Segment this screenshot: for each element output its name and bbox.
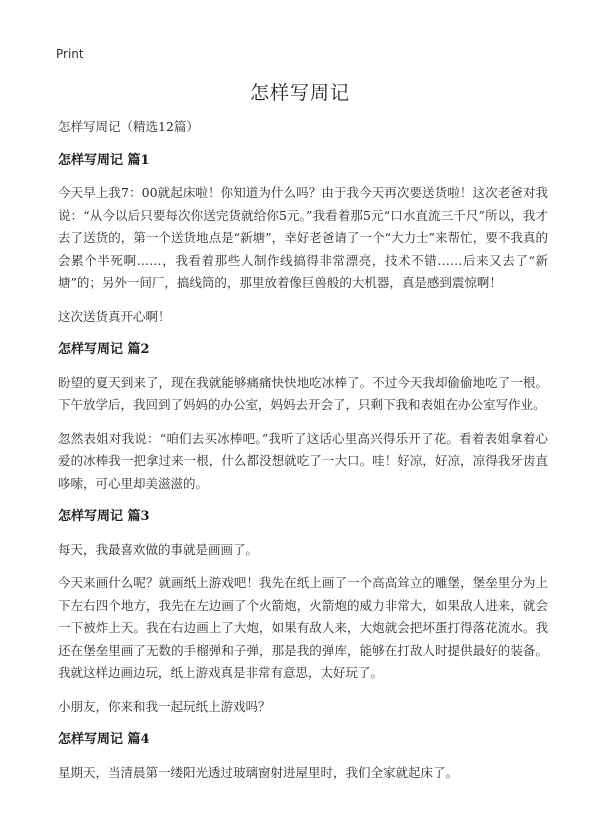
section-1 xyxy=(58,150,548,329)
section-heading: 怎样写周记 篇1 xyxy=(58,152,150,168)
paragraph: 小朋友，你来和我一起玩纸上游戏吗？ xyxy=(58,698,271,714)
paragraph: 今天来画什么呢？就画纸上游戏吧！我先在纸上画了一个高高耸立的雕堡，堡垒里分为上下左右四个地方，我先在左边画了个火箭炮，火箭炮的威力非常大，如果敌人进来，就会一下被炸上天。我在右边画上了大炮，如果有敌人来，大炮就会把坏蛋打得落花流水。我还在堡垒里画了无数的手榴弹和子弹，那是我的弹库，能够在打敌人时提供最好的装备。我就这样边画边玩，纸上游戏真是非常有意思，太好玩了。 xyxy=(58,575,548,680)
section-heading: 怎样写周记 篇4 xyxy=(58,732,150,747)
section-heading: 怎样写周记 篇2 xyxy=(58,342,150,357)
print-link[interactable]: Print xyxy=(56,47,84,61)
paragraph: 每天，我最喜欢做的事就是画画了。 xyxy=(58,541,259,557)
section-2 xyxy=(58,339,548,495)
paragraph: 星期天，当清晨第一缕阳光透过玻璃窗射进屋里时，我们全家就起床了。 xyxy=(58,764,459,780)
document-title: 怎样写周记 xyxy=(249,82,350,104)
paragraph: 忽然表姐对我说：“咱们去买冰棒吧。”我听了这话心里高兴得乐开了花。看着表姐拿着心爱的冰棒我一把拿过来一根，什么都没想就吃了一大口。哇！好凉，好凉，凉得我牙齿直哆嗦，可心里却美滋滋的。 xyxy=(58,430,548,491)
paragraph: 这次送货真开心啊！ xyxy=(58,308,171,324)
document-body xyxy=(58,116,548,795)
paragraph: 今天早上我7：00就起床啦！你知道为什么吗？由于我今天再次要送货啦！这次老爸对我说：“从今以后只要每次你送完货就给你5元。”我看着那5元“口水直流三千尺”所以，我才去了送货的，第一个送货地点是“新塘”，幸好老爸请了一个“大力士”来帮忙，要不我真的会累个半死啊……，我看着那些人制作线搞得非常漂亮，技术不错……后来又去了“新塘”的；另外一间厂，搞线筒的，那里放着像巨兽般的大机器，真是感到震惊啊！ xyxy=(58,185,548,290)
document-subtitle: 怎样写周记（精选12篇） xyxy=(58,119,199,134)
section-heading: 怎样写周记 篇3 xyxy=(58,509,150,524)
paragraph: 盼望的夏天到来了，现在我就能够痛痛快快地吃冰棒了。不过今天我却偷偷地吃了一根。下午放学后，我回到了妈妈的办公室，妈妈去开会了，只剩下我和表姐在办公室写作业。 xyxy=(58,374,548,412)
section-3 xyxy=(58,506,548,718)
section-4 xyxy=(58,729,548,784)
